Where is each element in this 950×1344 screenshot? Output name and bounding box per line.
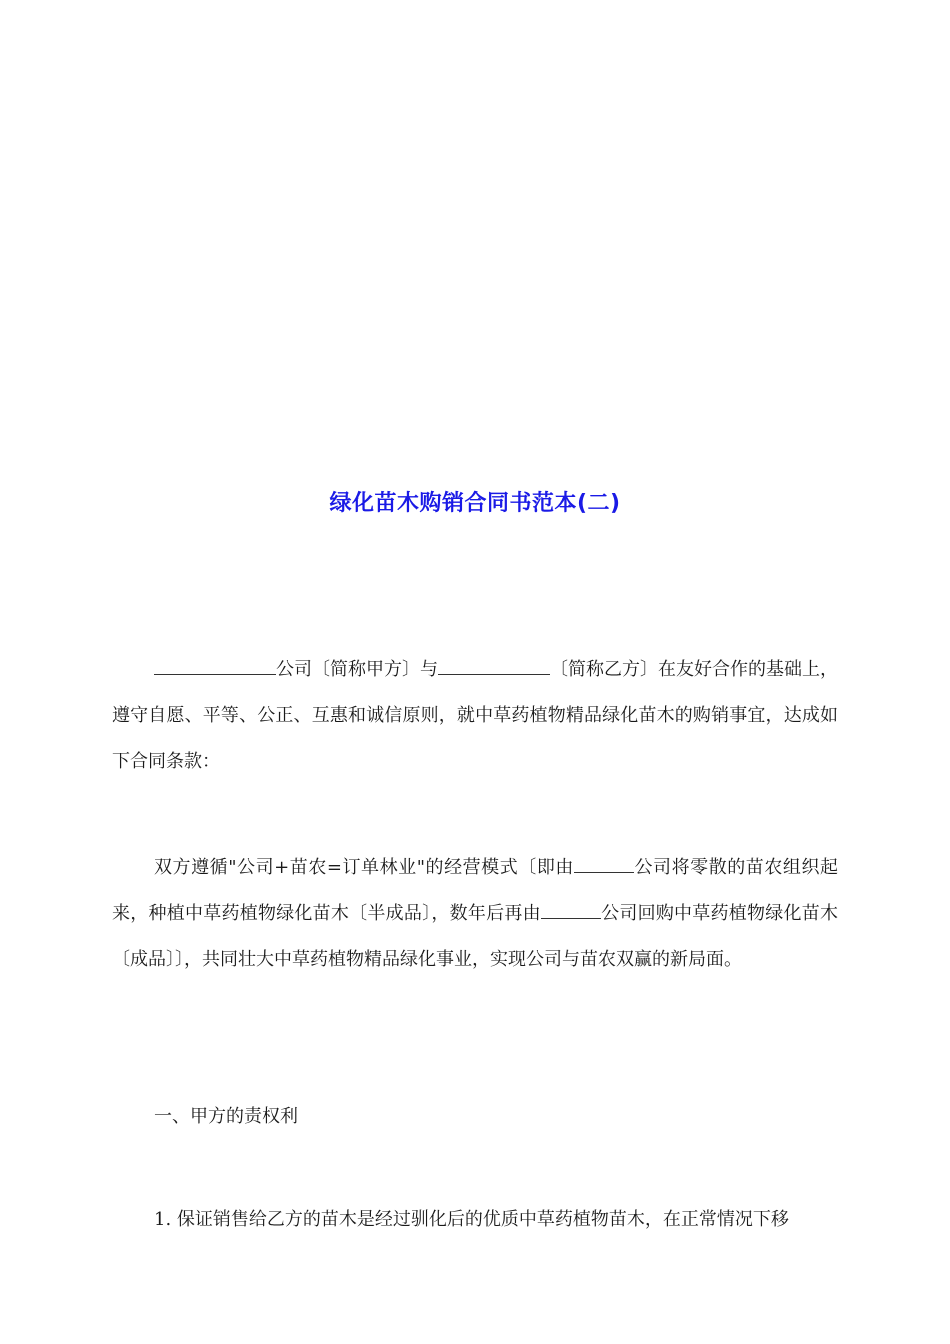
company-blank-1 — [574, 854, 634, 873]
intro-party-b-text: 〔简称乙方〕在友好合作的基础上，遵守自愿、平等、公正、互惠和诚信原则，就中草药植物精品绿化苗木的购销事宜，达成如下合同条款： — [112, 659, 838, 772]
party-b-blank — [438, 656, 550, 675]
party-a-blank — [154, 656, 276, 675]
intro-party-a-text: 公司〔简称甲方〕与 — [276, 659, 438, 680]
company-blank-2 — [541, 900, 601, 919]
section-heading-party-a-rights: 一、甲方的责权利 — [154, 1106, 298, 1127]
model-text-3: 公司回购中草药植物绿化苗木〔成品〕〕，共同壮大中草药植物精品绿化事业，实现公司与苗农双赢的新局面。 — [112, 903, 839, 970]
model-paragraph — [112, 845, 838, 983]
model-text-1: 双方遵循"公司+苗农=订单林业"的经营模式〔即由 — [154, 857, 574, 878]
intro-paragraph — [112, 647, 838, 785]
clause-1-text: 1. 保证销售给乙方的苗木是经过驯化后的优质中草药植物苗木，在正常情况下移 — [154, 1209, 789, 1230]
document-title: 绿化苗木购销合同书范本(二) — [329, 491, 621, 516]
model-text-2: 公司将零散的苗农组织起来，种植中草药植物绿化苗木〔半成品〕，数年后再由 — [112, 857, 838, 924]
